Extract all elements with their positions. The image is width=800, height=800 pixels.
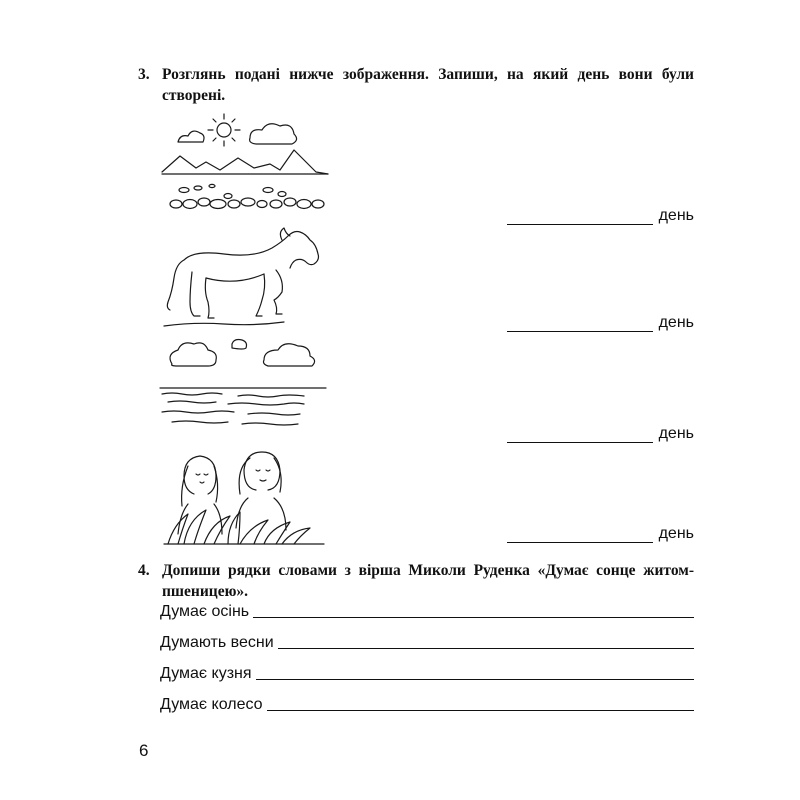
- answer-blank-1[interactable]: [507, 210, 653, 225]
- fill-line-blank-4[interactable]: [267, 710, 694, 711]
- fill-line-blank-1[interactable]: [253, 617, 694, 618]
- page-number: 6: [139, 741, 149, 760]
- answer-word-1: день: [658, 207, 694, 224]
- fill-line-1[interactable]: [160, 600, 694, 622]
- fill-line-label-1: Думає осінь: [160, 603, 250, 620]
- fill-line-blank-3[interactable]: [256, 679, 694, 680]
- fill-line-4[interactable]: [160, 693, 694, 715]
- answer-blank-3[interactable]: [507, 428, 653, 443]
- task-3-number: 3.: [138, 66, 150, 83]
- sun-mountains-icon: [158, 112, 333, 217]
- task-4-text: Допиши рядки словами з вірша Миколи Руденка «Думає сонце житом-пшеницею».: [162, 562, 694, 600]
- people-icon: [158, 448, 333, 548]
- fill-line-blank-2[interactable]: [278, 648, 694, 649]
- answer-line-3[interactable]: [498, 423, 694, 443]
- fill-line-label-4: Думає колесо: [160, 696, 263, 713]
- task-4-number: 4.: [138, 562, 150, 579]
- fill-line-label-2: Думають весни: [160, 634, 274, 651]
- answer-line-2[interactable]: [498, 312, 694, 332]
- answer-word-3: день: [658, 425, 694, 442]
- clouds-sea-icon: [158, 336, 333, 436]
- answer-line-4[interactable]: [498, 523, 694, 543]
- answer-word-4: день: [658, 525, 694, 542]
- horse-icon: [158, 226, 333, 336]
- task-3-text: Розглянь подані нижче зображення. Запиши, на який день вони були створені.: [162, 66, 694, 104]
- answer-line-1[interactable]: [498, 205, 694, 225]
- answer-blank-4[interactable]: [507, 528, 653, 543]
- task-4-heading: [138, 560, 694, 602]
- task-3-heading: [138, 64, 694, 106]
- fill-line-2[interactable]: [160, 631, 694, 653]
- answer-blank-2[interactable]: [507, 317, 653, 332]
- answer-word-2: день: [658, 314, 694, 331]
- fill-line-label-3: Думає кузня: [160, 665, 252, 682]
- fill-line-3[interactable]: [160, 662, 694, 684]
